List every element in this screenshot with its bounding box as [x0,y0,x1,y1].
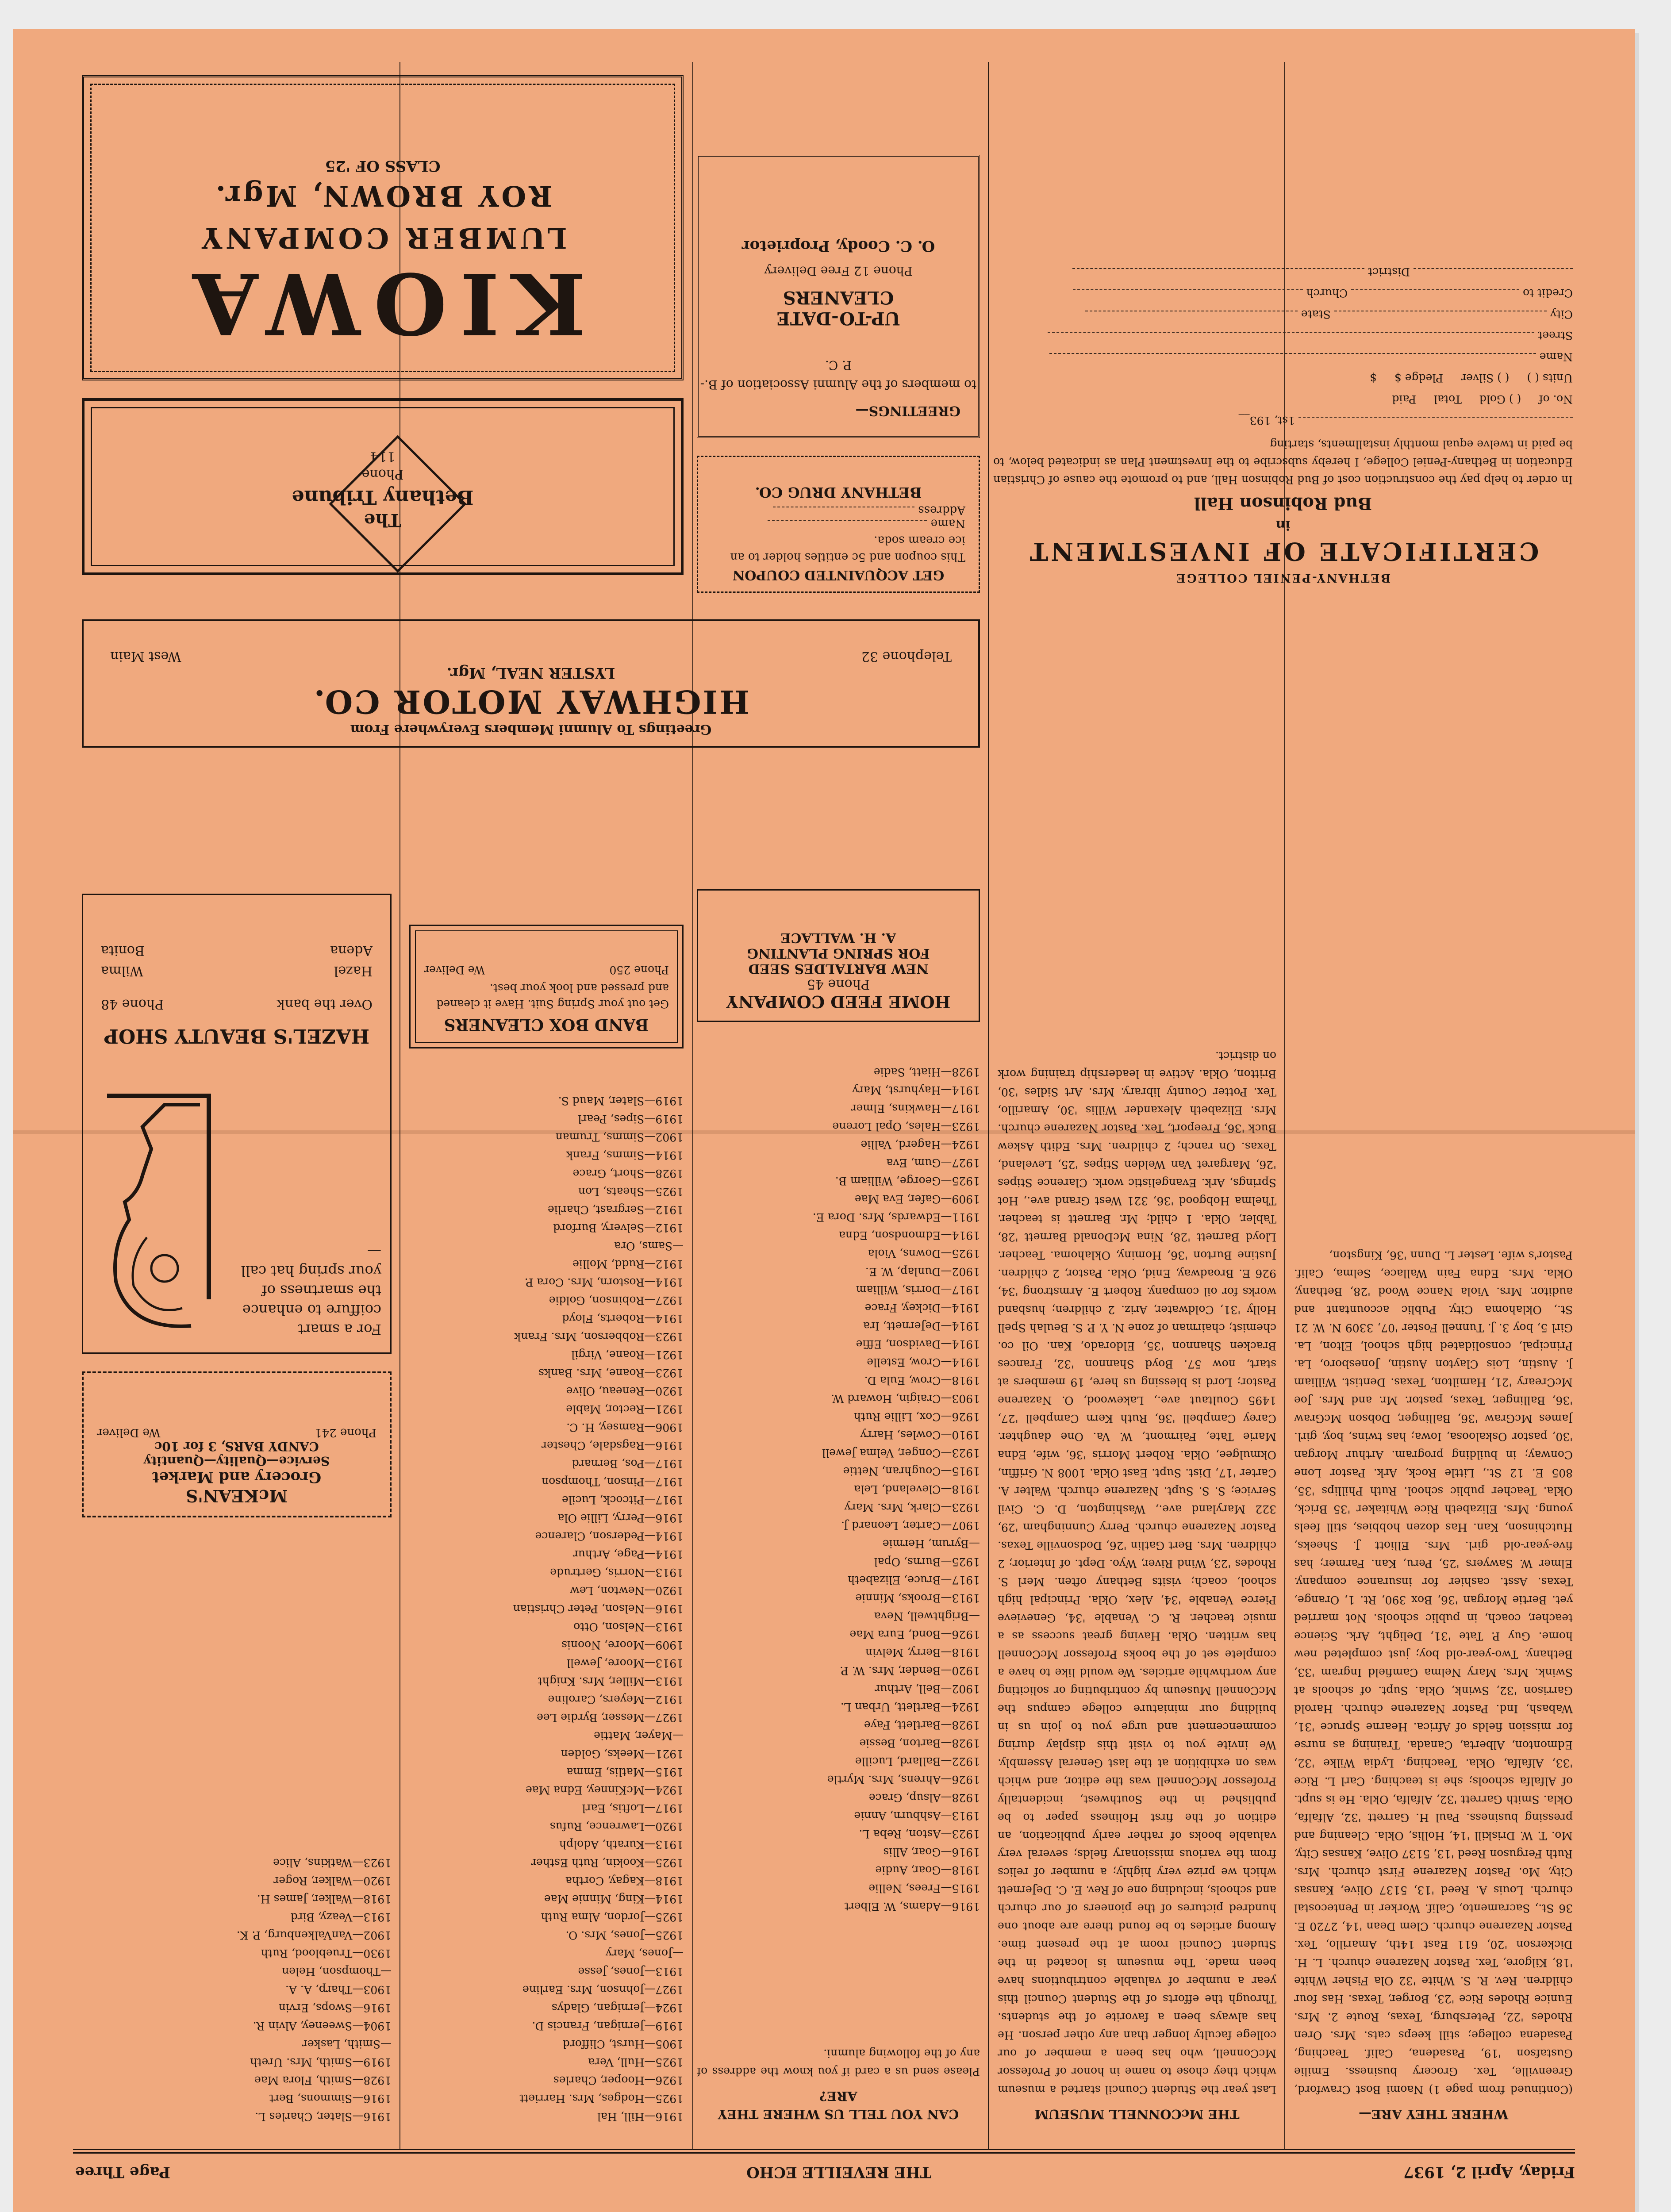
coupon-address-field[interactable]: Address [698,503,979,517]
museum-heading: THE McCONNELL MUSEUM [1034,2107,1240,2122]
list-item: 1925—Sheats, Lon [578,1185,684,1198]
coupon-store: BETHANY DRUG CO. [755,484,922,501]
list-item: 1902—Dunlap, W. E. [865,1265,980,1278]
list-item: 1925—Burns, Opal [874,1555,980,1568]
list-item: 1920—Walker, Roger [273,1874,392,1887]
list-item: 1925—George, William B. [835,1175,980,1187]
list-item: 1916—Goar, Allis [883,1846,980,1859]
list-alumni-col5 [82,1528,392,2126]
highway-name: HIGHWAY MOTOR CO. [312,683,750,721]
list-item: 1926—Cox, Lillie Ruth [853,1410,980,1423]
list-item: 1916—Simmons, Bert [269,2092,392,2105]
tell-us-heading: CAN YOU TELL US WHERE THEY ARE? [718,2089,959,2122]
cert-in: in [1275,517,1291,533]
hazels-location: Over the bank [277,996,373,1012]
list-item: 1919—Jernigan, Francis D. [532,2020,684,2032]
list-item: 1928—Short, Grace [572,1167,684,1180]
list-item: 1923—Conger, Velma Jewell [822,1447,980,1459]
list-item: 1917—Bruce, Elizabeth [848,1574,980,1586]
list-item: 1920—Lawrence, Rufus [549,1820,684,1833]
cert-amount-row[interactable]: No. of ( ) Gold Total Paid [1392,393,1573,406]
list-item: 1925—Kookin, Ruth Esther [531,1856,684,1869]
list-item: 1912—Selvery, Burford [553,1221,684,1234]
list-item: 1926—Hooper, Charles [553,2074,684,2087]
list-item: 1921—Roane, Virgil [571,1348,684,1361]
list-item: 1923—Clark, Mrs. Mary [844,1501,980,1514]
list-item: 1919—Smith, Mrs. Ureth [250,2056,392,2069]
list-item: 1914—Crow, Estelle [867,1356,980,1369]
newspaper-sheet [13,29,1635,2212]
list-item: —Thompson, Helen [282,1965,392,1978]
list-item: 1928—Bartlett, Faye [864,1719,980,1732]
list-item: 1917—Loftis, Earl [582,1802,684,1815]
header-paper-name: THE REVEILLE ECHO [746,2163,931,2181]
list-item: 1913—Brooks, Minnie [855,1592,980,1605]
list-item: 1920—Bender, Mrs. W. P. [840,1664,980,1677]
cleaners-greeting: GREETINGS— [855,403,960,419]
list-item: 1914—DeJernett, Ira [863,1320,980,1333]
list-item: 1925—Hodges, Mrs. Harriett [519,2092,684,2105]
list-item: 1918—Cleveland, Lela [854,1483,980,1496]
list-item: 1902—Simms, Truman [555,1131,684,1144]
where-text: (Continued from page 1) Naomi Bost Crawford, Greenville, Tex. Grocery business. Emilie Gustafson '19, Pasadena, Calif. Teaching, Pasadena college; still keeps cats. Mrs. Oren Rhodes '22, Petersburg, Texas, Route 2. Mrs. Eunice Rhodes Rice '23, Borger, Texas. Has four children. Rev. R. S. White '32 Ola Fisher White '18, Kilgore, Tex. Pastor Nazarene church. L. H. Dickerson '20, 611 East 14th, Amarillo, Tex. Pastor Nazarene church. Clem Dean '14, 2720 E. 36 St., Sacramento, Calif. Worker in Pentecostal church. Louis A. Reed '13, 5137 Olive, Kansas City, Mo. Pastor Nazarene First church. Mrs. Ruth Ferguson Reed '13, 5137 Olive, Kansas City, Mo. T. W. Driskill '14, Hollis, Okla. Cleaning and pressing business. Paul H. Garrett '32, Alfalfa, Okla. Smith Garrett '32, Alfalfa, Okla. He is supt. of Alfalfa schools; she is teaching. Carl L. Rice '33, Alfalfa, Okla. Teaching. Lydia Wilke '32, Edmonton, Alberta, Canada. Training as nurse for mission fields of Africa. Hearne Spruce '31, Wabash, Ind. Pastor Nazarene church. Harold Garrison '32, Swink, Okla. Supt. of schools at Swink. Mrs. Mary Nelma Camfield Ingram '33, Bethany. Two-year-old boy; just completed new home. Guy P. Tate '31, Delight, Ark. Science teacher, coach, in public schools. Not married yet. Bertie Morgan '36, Box 390, Rt. 1, Orange, Texas. Asst. cashier for insurance company. Elmer W. Sawyers '25, Peru, Kan. Farmer; has five-year-old girl. Mrs. Elliott J. Sheeks, Hutchinson, Kan. Has dozen hobbies, still feels young. Mrs. Elizabeth Rice Whitaker '35 Brick, Okla. Teacher public school. Ruth Phillips '35, 805 E. 12 St., Little Rock, Ark. Pastor Lone Conway; in building program. Arthur Morgan '30, pastor Oskaloosa, Iowa; has twins, boy, girl. James McGraw '36, Ballinger, Dobson McGraw '36, Ballinger, Texas, pastor. Mr. and Mrs. Joe McCreary '21, Hamilton, Texas. Dentist. William J. Austin, Lois Clayton Austin, Jonesboro, La. Principal, consolidated high school, Elton, La. Girl 5, boy 3. J. Tunnell Foster '07, 3309 N. W. 21 St., Oklahoma City. Public accountant and auditor. Mrs. Viola Nance Wood '28, Bethany, Okla. Mrs. Edna Fain Wallace, Selma, Calif. Pastor's wife. Lester L. Dunn '36, Kingston, [1294,1249,1573,2096]
list-item: 1923—Aston, Reba L. [859,1828,980,1840]
list-item: 1924—Hagerd, Vallie [860,1138,980,1151]
ad-mckeans-grocery [82,1371,392,1517]
tell-us-text: Please send us a card if you know the address of any of the following alumni. [697,2047,980,2078]
cert-credit-church-field[interactable]: Credit to Church [993,282,1573,303]
mckeans-footer [84,1426,390,1439]
coupon-title: GET ACQUAINTED COUPON [732,567,945,583]
bandbox-footer [411,964,682,976]
hazels-copy: For a smart coiffure to enhance the smartness of your spring hat call— [241,1243,381,1338]
list-item: 1903—Craigin, Howard W. [831,1392,980,1405]
list-item: 1917—Pinson, Thompson [542,1475,684,1488]
list-item: 1912—Meyers, Caroline [548,1693,684,1706]
list-item: —Mayer, Mattie [594,1729,684,1742]
coupon-name-field[interactable]: Name [698,517,979,530]
header-rule-thin [73,2149,1575,2150]
cert-college: BETHANY-PENIEL COLLEGE [1175,571,1391,584]
list-item: 1917—Pos, Bernard [572,1457,684,1470]
list-item: 1918—Walker, James H. [257,1893,392,1905]
list-item: 1923—Robberson, Mrs. Frank [514,1330,684,1343]
highway-manager: LYSTER NEAL, Mgr. [446,664,615,682]
list-item: 1913—Norris, Gertrude [550,1566,684,1579]
ad-kiowa-lumber [82,75,684,380]
list-item: 1902—Bell, Arthur [875,1682,980,1695]
list-item: 1915—Coughran, Nettie [843,1465,980,1478]
list-item: 1912—Sergrast, Charlie [548,1203,684,1216]
list-item: —Smith, Lasker [302,2038,392,2051]
list-item: 1912—Rudd, Mollie [572,1258,684,1271]
cert-title: CERTIFICATE OF INVESTMENT [1027,537,1539,566]
page-header [13,2154,1635,2181]
mckeans-delivery: We Deliver [97,1426,161,1439]
list-item: 1918—Berry, Melvin [865,1646,980,1659]
list-item: 1926—Ahrens, Mrs. Myrtle [827,1773,980,1786]
list-item: —Jones, Mary [605,1947,684,1960]
bandbox-copy: Get out your Spring Suit. Have it cleaned and pressed and look your best. [436,982,669,1010]
cleaners-to: to members of the Alumni Association of B.-P. C. [700,358,977,392]
tribune-phone-label: Phone [361,466,404,482]
mckeans-type: Grocery and Market [152,1468,322,1486]
cleaners-phone: Phone 12 Free Delivery [764,264,913,278]
cleaners-name: UP-TO-DATE [776,308,900,329]
header-rule [73,2152,1575,2154]
list-item: 1914—Roberts, Floyd [562,1312,684,1325]
list-item: 1903—Tharp, A. A. [285,1983,392,1996]
homefeed-phone: Phone 45 [807,976,870,992]
list-item: —Byrum, Hermie [882,1537,980,1550]
mckeans-offer: CANDY BARS, 3 for 10c [154,1439,319,1454]
list-item: 1920—Reneau, Olive [566,1385,684,1398]
woman-profile-illustration [94,1087,218,1335]
list-item: 1915—Frees, Nellie [868,1882,980,1895]
list-item: 1917—Hawkins, Elmer [851,1102,980,1115]
list-item: 1916—Nelson, Peter Christian [513,1602,684,1615]
cert-city-state-field[interactable]: City State [993,303,1573,325]
bandbox-name: BAND BOX CLEANERS [444,1015,649,1034]
rotated-page [13,29,1635,2212]
list-item: 1924—Jernigan, Gladys [551,2001,684,2014]
list-item: 1927—Messer, Byrdie Lee [537,1711,684,1724]
list-item: 1914—Pederson, Clarence [535,1530,684,1543]
cleaners-proprietor: O. C. Coody, Proprietor [741,237,935,255]
hazels-operator: Hazel [334,963,373,979]
list-item: 1915—Matlis, Emma [566,1766,684,1778]
list-item: 1925—Downs, Viola [868,1247,980,1260]
list-item: 1914—Simms, Frank [566,1149,684,1162]
list-item: 1928—Smith, Flora Mae [254,2074,392,2087]
ad-coupon-bethany-drug [697,456,980,593]
list-item: 1918—Kagay, Cortha [565,1874,684,1887]
hazels-phone: Phone 48 [101,996,164,1012]
list-item: 1916—Swops, Ervin [278,2001,392,2014]
homefeed-name: HOME FEED COMPANY [726,992,951,1012]
hazels-info [101,996,373,1012]
column-divider-2 [988,62,989,2150]
museum-text: Last year the Student Council started a museum which they chose to name in honor of Professor McConnell, who has been a member of our college faculty longer than any other person. He has always been a favorite of the students. Through the efforts of the Student Council this year a number of valuable contributions have been made. The museum is located in the Student Council room at the present time. Among articles to be found there are about one hundred pictures of the pioneers of our church and schools, including one of Rev. E. C. DeJernett which we prize very highly; a number of relics from the various missionary fields; several very valuable books of rather early publication, an edition of the first Holiness paper to be published in the Southwest, incidentally Professor McConnell was the editor, and which was on exhibition at the last General Assembly. We invite you to visit this display during commencement and urge you to join us in building our miniature college campus the McConnell Museum by contributing or soliciting any worthwhile articles. We would like to have a complete set of the books Professor McConnell has written. Okla. Having great success as a music teacher. R. C. Venable '34, Genevieve Pierce Venable '34, Alex, Okla. Principal high school, coach; visits Bethany often. Merl S. Rhodes '23, Wind River, Wyo. Dept. of Interior; 2 children. Mrs. Bert Gatlin '26, Dodsonville Texas. Pastor Nazarene church. Perry Cunningham '29, 322 Maryland ave., Washington, D. C. Civil Service; S. S. Supt. Nazarene church. Walter A. Carter '17, Dist. Supt. East Okla. 1008 N. Griffin, Okmulgee, Okla. Robert Morris '36, wife, Edna Marie Tate, Fairmont, W. Va. One daughter. Carey Campbell '36, Ruth Kern Campbell '27, 1495 Coultaut ave., Lakewood, O. Nazarene Pastor; Lord is blessing us here, 19 members at start, now 57. Boyd Shannon '32, Frances Bracken Shannon '35, Eldorado, Kan. Oil co. chemist; chairman of zone N. Y. P. S. Beulah Spell Holly '31, Coldwater, Ariz. 2 children; husband works for oil company. Robert E. Armstrong '34, 926 E. Broadway, Enid, Okla. Pastor, 2 children. Justine Burton '36, Hominy, Oklahoma. Teacher. Lloyd Barnett '28, Nina McDonald Barnett '28, Tabler, Okla. 1 child; Mr. Barnett is teacher. Thelma Hobgood '36, 321 West Grand ave., Hot Springs, Ark. Evangelistic work. Clarence Stipes '26, Margaret Van Welden Stipes '25, Leveland, Texas. On ranch; 2 children. Mrs. Edith Askew Buck '36, Freeport, Tex. Pastor Nazarene church. Mrs. Elizabeth Alexander Willis '30, Amarillo, Tex. Potter County library. Mrs. Art Sidles '30, Britton, Okla. Active in leadership training work on district. [998,1049,1276,2096]
list-item: 1909—Gafer, Eva Mae [854,1193,980,1206]
list-item: 1914—Dickey, Frace [864,1302,980,1314]
list-item: 1927—Robinson, Goldie [549,1294,684,1307]
list-item: 1921—Meeks, Golden [561,1747,684,1760]
kiowa-class: CLASS OF '25 [325,157,441,175]
bandbox-phone: Phone 250 [609,964,669,976]
mckeans-phone: Phone 241 [315,1426,376,1439]
list-item: 1920—Newton, Lew [570,1584,684,1597]
list-item: 1918—Goar, Audie [875,1864,980,1877]
cert-units-row[interactable]: Units ( ) ( ) Silver Pledge $ $ [1369,372,1573,384]
list-item: 1922—Ballard, Lucille [855,1755,980,1768]
hazels-operator: Adena [330,943,373,958]
list-item: 1914—Davidson, Effie [856,1338,980,1351]
list-item: 1925—Hull, Vera [588,2056,684,2069]
list-item: 1913—Nelson, Otto [573,1621,684,1633]
list-item: —Brightwell, Neva [874,1610,980,1623]
list-item: 1909—Moore, Noonis [561,1639,684,1651]
mckeans-name: McKEAN'S [185,1486,288,1506]
list-item: 1914—Rostorn, Mrs. Cora P. [524,1276,684,1289]
list-item: 1928—Barton, Bessie [859,1737,980,1750]
bandbox-delivery: We Deliver [424,964,485,976]
list-item: 1913—Kurath, Adolph [559,1838,684,1851]
kiowa-type: LUMBER COMPANY [198,221,567,254]
list-item: 1919—Sipes, Pearl [578,1113,684,1125]
list-item: 1923—Hales, Opal Lorene [832,1120,980,1133]
highway-phone: Telephone 32 [861,649,952,664]
list-item: 1928—Alsup, Grace [868,1791,980,1804]
header-date: Friday, April 2, 1937 [1403,2163,1575,2181]
highway-greeting: Greetings To Alumni Members Everywhere From [350,722,712,737]
hazels-operators [101,940,373,981]
tribune-phone: 114 [370,449,396,464]
kiowa-manager: ROY BROWN, Mgr. [213,179,553,212]
list-item: 1919—Slater, Maud S. [558,1094,684,1107]
list-item: 1926—Bond, Eura Mae [849,1628,980,1641]
list-item: 1916—Perry, Lillie Ola [557,1512,684,1525]
cert-building: Bud Robinson Hall [1194,494,1372,514]
list-item: 1925—Jones, Mrs. O. [565,1929,684,1942]
mckeans-slogan: Service—Quality—Quantity [144,1454,330,1468]
cert-pledge-text: In order to help pay the construction cost of Bud Robinson Hall, and to promote the cause of Christian Education in Bethany-Peniel College, I hereby subscribe to the Investment Plan as indicated below, to be paid in twelve equal monthly installments, starting [993,438,1573,486]
list-item: 1914—Hayhurst, Mary [852,1084,980,1097]
ad-highway-motor-co [82,619,980,748]
list-item: 1914—King, Minnie Mae [544,1893,684,1905]
cert-street-field[interactable]: Street [993,325,1573,346]
list-item: —Sams, Ora [614,1240,684,1252]
list-item: 1917—Pitcock, Lucile [561,1494,684,1506]
certificate-of-investment [993,146,1573,588]
list-item: 1918—Crow, Eula D. [864,1374,980,1387]
list-item: 1925—Jordon, Alma Ruth [541,1911,684,1924]
highway-address: West Main [110,649,181,664]
hazels-operator: Bonita [101,943,145,958]
list-alumni-col4 [409,1064,684,2126]
list-item: 1927—Johnson, Mrs. Earline [522,1983,684,1996]
ad-hazels-beauty-shop [82,894,392,1354]
kiowa-name: KIOWA [179,254,586,353]
hazels-operator: Wilma [101,963,143,979]
homefeed-product: NEW BARTALDES SEED [748,961,929,976]
list-item: 1923—Roane, Mrs. Banks [538,1367,684,1379]
ad-band-box-cleaners [409,925,684,1048]
list-item: 1923—Watkins, Alice [273,1856,392,1869]
list-item: 1913—Veazy, Bird [290,1911,392,1924]
ad-home-feed-company [697,889,980,1022]
list-item: 1913—Moore, Jewell [567,1657,684,1670]
hazels-name: HAZEL'S BEAUTY SHOP [104,1025,370,1047]
list-item: 1924—Bartlett, Urban L. [840,1701,980,1713]
list-item: 1921—Rector, Mable [566,1403,684,1416]
list-item: 1913—Ashburn, Annie [854,1809,980,1822]
list-alumni-col3 [701,1031,980,1916]
cert-date-line[interactable]: 1st, 193__ [993,410,1573,431]
list-item: 1914—Page, Arthur [572,1548,684,1561]
list-item: 1916—Ragsdale, Chester [542,1439,684,1452]
list-item: 1916—Adams, W. Elbert [844,1900,980,1913]
highway-footer [84,649,978,664]
cleaners-type: CLEANERS [783,287,894,308]
tribune-name: Bethany Tribune [292,486,474,508]
list-item: 1914—Edmondson, Edna [839,1229,980,1242]
list-item: 1902—VanValkenburg, P. K. [236,1929,392,1942]
column-divider-3 [692,62,693,2150]
where-heading: WHERE THEY ARE— [1359,2107,1508,2122]
homefeed-use: FOR SPRING PLANTING [747,945,930,961]
list-item: 1913—Jones, Jesse [578,1965,684,1978]
list-item: 1905—Hurst, Clifford [562,2038,684,2051]
cert-name-field[interactable]: Name [993,346,1573,367]
list-item: 1906—Ramsey, H. C. [566,1421,684,1434]
list-item: 1917—Dorris, William [856,1283,980,1296]
list-item: 1910—Cowles, Harry [860,1429,980,1441]
list-item: 1928—Hiatt, Sadie [873,1066,980,1079]
coupon-text: This coupon and 5c entitles holder to an ice cream soda. [730,534,965,564]
list-item: 1924—McKinney, Edna Mae [525,1784,684,1797]
list-item: 1907—Carter, Leonard J. [841,1519,980,1532]
list-item: 1916—Slater, Charles L. [255,2110,392,2123]
homefeed-owner: A. H. WALLACE [780,930,896,945]
list-item: 1927—Gum, Eva [886,1156,980,1169]
header-page-number: Page Three [75,2163,170,2181]
tribune-article: The [364,510,402,530]
list-item: 1913—Miller, Mrs. Knight [538,1675,684,1688]
list-item: 1904—Sweeney, Alvin R. [253,2020,392,2032]
cert-district-field[interactable]: District [993,261,1573,282]
list-item: 1911—Edwards, Mrs. Dora E. [812,1211,980,1224]
ad-bethany-tribune [82,398,684,575]
list-item: 1916—Hill, Hal [597,2110,684,2123]
list-item: 1930—Trueblood, Ruth [261,1947,392,1960]
ad-up-to-date-cleaners [697,155,980,438]
